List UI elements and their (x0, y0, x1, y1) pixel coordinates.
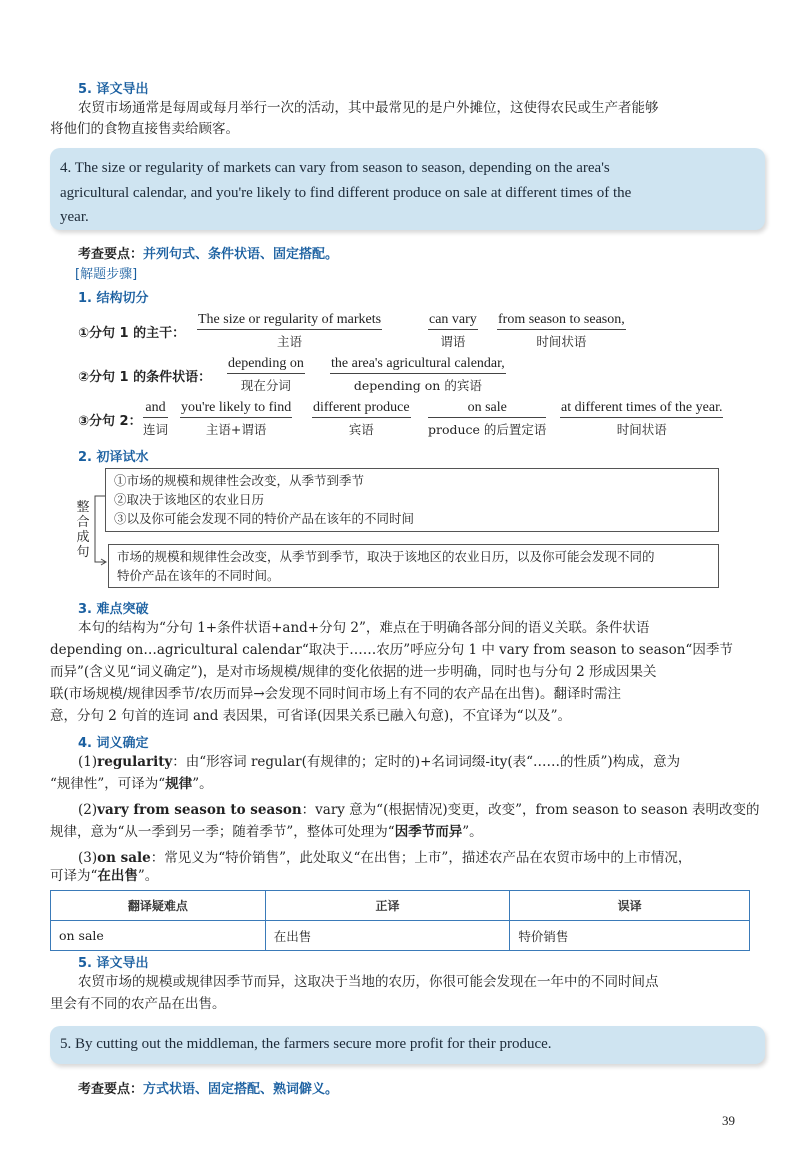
vocab-item: “规律性”，可译为“规律”。 (50, 776, 213, 792)
table-cell: 特价销售 (510, 921, 750, 951)
paragraph-line: depending on…agricultural calendar“取决于……农历”呼应分句 1 中 vary from season to season“因季节 (50, 642, 733, 658)
vocab-item: (2)vary from season to season：vary 意为“(根据情况)变更，改变”，from season to season 表明改变的 (78, 802, 760, 818)
vocab-item: (1)regularity：由“形容词 regular(有规律的；定时的)+名词词缀-ity(表“……的性质”)构成，意为 (78, 754, 681, 770)
translation-line: 农贸市场通常是每周或每月举行一次的活动，其中最常见的是户外摊位，这使得农民或生产者能够 (78, 100, 659, 116)
paragraph-line: 联(市场规模/规律因季节/农历而异→会发现不同时间市场上有不同的农产品在出售)。翻译时需注 (50, 686, 621, 702)
page-number: 39 (722, 1113, 735, 1128)
structure-segment: can vary 谓语 (429, 312, 477, 349)
question-5-box (50, 1026, 765, 1064)
translation-line: 农贸市场的规模或规律因季节而异，这取决于当地的农历，你很可能会发现在一年中的不同时间点 (78, 974, 659, 990)
draft-item: ①市场的规模和规律性会改变，从季节到季节 (114, 473, 365, 488)
section-heading-translation: 5. 译文导出 (78, 82, 149, 97)
structure-segment: different produce 宾语 (313, 400, 410, 437)
section-heading-difficulty: 3. 难点突破 (78, 602, 149, 617)
vocab-item: 可译为“在出售”。 (50, 868, 159, 884)
structure-label: ①分句 1 的主干： (78, 326, 186, 341)
table-header: 正译 (265, 891, 510, 921)
section-heading-draft: 2. 初译试水 (78, 450, 149, 465)
table-cell: 在出售 (265, 921, 510, 951)
paragraph-line: 意，分句 2 句首的连词 and 表因果，可省译(因果关系已融入句意)，不宜译为“以及”。 (50, 708, 571, 724)
section-heading-vocabulary: 4. 词义确定 (78, 736, 149, 751)
table-header: 误译 (510, 891, 750, 921)
structure-segment: the area's agricultural calendar, depending on 的宾语 (331, 356, 505, 393)
table-cell: on sale (51, 921, 266, 951)
question-4-box (50, 148, 765, 230)
draft-combined-box: 市场的规模和规律性会改变，从季节到季节，取决于该地区的农业日历，以及你可能会发现不同的 特价产品在该年的不同时间。 (108, 544, 719, 588)
structure-segment: and 连词 (143, 400, 169, 437)
table-header: 翻译疑难点 (51, 891, 266, 921)
draft-items-box (105, 468, 719, 532)
table-row (51, 921, 750, 951)
translation-table (50, 890, 750, 951)
structure-segment: at different times of the year. 时间状语 (561, 400, 723, 437)
structure-segment: The size or regularity of markets 主语 (198, 312, 382, 349)
paragraph-line: 而异”(含义见“词义确定”)，是对市场规模/规律的变化依据的进一步明确，同时也与分句 2 形成因果关 (50, 664, 657, 680)
draft-item: ②取决于该地区的农业日历 (114, 492, 265, 507)
combine-side-label: 整合成句 (76, 500, 90, 560)
structure-segment: from season to season, 时间状语 (498, 312, 625, 349)
question-line: agricultural calendar, and you're likely to find different produce on sale at different times of the (60, 185, 632, 201)
translation-line: 将他们的食物直接售卖给顾客。 (50, 121, 239, 137)
steps-label: [解题步骤] (75, 267, 138, 282)
section-heading-structure: 1. 结构切分 (78, 291, 149, 306)
structure-label: ③分句 2： (78, 414, 142, 429)
table-header-row (51, 891, 750, 921)
draft-item: ③以及你可能会发现不同的特价产品在该年的不同时间 (114, 511, 415, 526)
paragraph-line: 本句的结构为“分句 1+条件状语+and+分句 2”，难点在于明确各部分间的语义关联。条件状语 (78, 620, 650, 636)
structure-segment: depending on 现在分词 (228, 356, 304, 393)
question-line: year. (60, 209, 89, 225)
structure-segment: on sale produce 的后置定语 (428, 400, 547, 437)
vocab-item: (3)on sale：常见义为“特价销售”，此处取义“在出售；上市”，描述农产品在农贸市场中的上市情况， (78, 850, 692, 866)
translation-line: 里会有不同的农产品在出售。 (50, 996, 226, 1012)
vocab-item: 规律，意为“从一季到另一季；随着季节”，整体可处理为“因季节而异”。 (50, 824, 483, 840)
question-line: 5. By cutting out the middleman, the farmers secure more profit for their produce. (60, 1036, 552, 1052)
structure-label: ②分句 1 的条件状语： (78, 370, 212, 385)
key-points: 考查要点：方式状语、固定搭配、熟词僻义。 (78, 1082, 339, 1097)
question-line: 4. The size or regularity of markets can vary from season to season, depending on the area's (60, 160, 610, 176)
key-points: 考查要点：并列句式、条件状语、固定搭配。 (78, 247, 339, 262)
structure-segment: you're likely to find 主语+谓语 (181, 400, 292, 437)
section-heading-translation: 5. 译文导出 (78, 956, 149, 971)
